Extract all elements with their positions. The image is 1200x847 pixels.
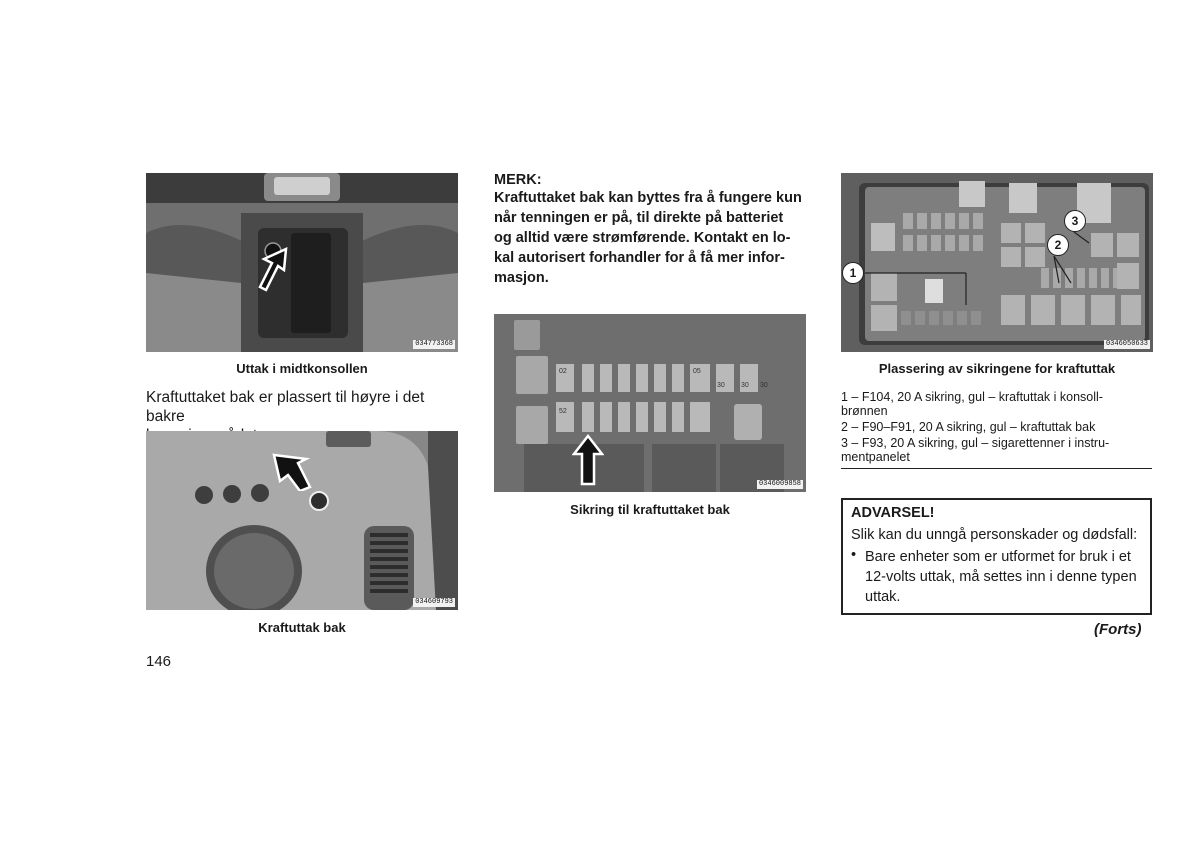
bullet-line: Bare enheter som er utformet for bruk i et — [865, 549, 1131, 565]
note-heading: MERK: — [494, 172, 542, 188]
continued-label: (Forts) — [1094, 621, 1142, 638]
console-outlet-photo — [146, 173, 458, 352]
fuse-label: 30 — [741, 382, 749, 389]
fuse-label: 30 — [717, 382, 725, 389]
fuse-label: 05 — [693, 368, 701, 375]
figure-code: 034773368 — [415, 340, 453, 348]
legend-line: 1 – F104, 20 A sikring, gul – kraftuttak i konsoll- — [841, 390, 1103, 404]
note-line: kal autorisert forhandler for å få mer infor- — [494, 250, 785, 266]
divider — [841, 468, 1152, 469]
figure-code: 0346050633 — [1105, 340, 1148, 348]
figure-code: 0346009858 — [758, 480, 801, 488]
cargo-outlet-photo — [146, 431, 458, 610]
warning-bullet-text — [865, 547, 1137, 607]
fuse-label: 02 — [559, 368, 567, 375]
figure-caption: Uttak i midtkonsollen — [236, 361, 368, 376]
arrow-icon — [256, 247, 290, 293]
figure-caption: Kraftuttak bak — [258, 620, 346, 635]
legend-line: 3 – F93, 20 A sikring, gul – sigarettenner i instru- — [841, 436, 1110, 450]
note-line: og alltid være strømførende. Kontakt en lo- — [494, 230, 791, 246]
note-block — [494, 172, 806, 288]
arrow-icon — [270, 451, 314, 491]
figure-caption: Sikring til kraftuttaket bak — [570, 502, 730, 517]
callout-1: 1 — [842, 262, 864, 284]
note-line: Kraftuttaket bak kan byttes fra å fungere kun — [494, 190, 802, 206]
fuse-label: 30 — [760, 382, 768, 389]
fuse-closeup-photo — [494, 314, 806, 492]
bullet-line: 12-volts uttak, må settes inn i denne typen — [865, 569, 1137, 585]
legend-line: mentpanelet — [841, 450, 910, 464]
bullet-icon: • — [851, 547, 857, 563]
legend-line: 2 – F90–F91, 20 A sikring, gul – kraftuttak bak — [841, 420, 1096, 434]
arrow-icon — [572, 434, 604, 486]
bullet-line: uttak. — [865, 589, 901, 605]
note-line: masjon. — [494, 270, 549, 286]
fuse-label: 52 — [559, 408, 567, 415]
figure-caption: Plassering av sikringene for kraftuttak — [878, 361, 1116, 376]
warning-title: ADVARSEL! — [851, 505, 935, 521]
callout-3: 3 — [1064, 210, 1086, 232]
warning-intro: Slik kan du unngå personskader og dødsfall: — [851, 527, 1138, 543]
note-line: når tenningen er på, til direkte på batteriet — [494, 210, 784, 226]
paragraph-line: Kraftuttaket bak er plassert til høyre i det bakre — [146, 389, 425, 425]
legend-line: brønnen — [841, 404, 888, 418]
fuse-legend — [841, 390, 1153, 464]
fuse-box-photo — [841, 173, 1153, 352]
page-number: 146 — [146, 653, 172, 670]
callout-2: 2 — [1047, 234, 1069, 256]
warning-box — [841, 498, 1152, 615]
figure-code: 034609793 — [415, 598, 453, 606]
